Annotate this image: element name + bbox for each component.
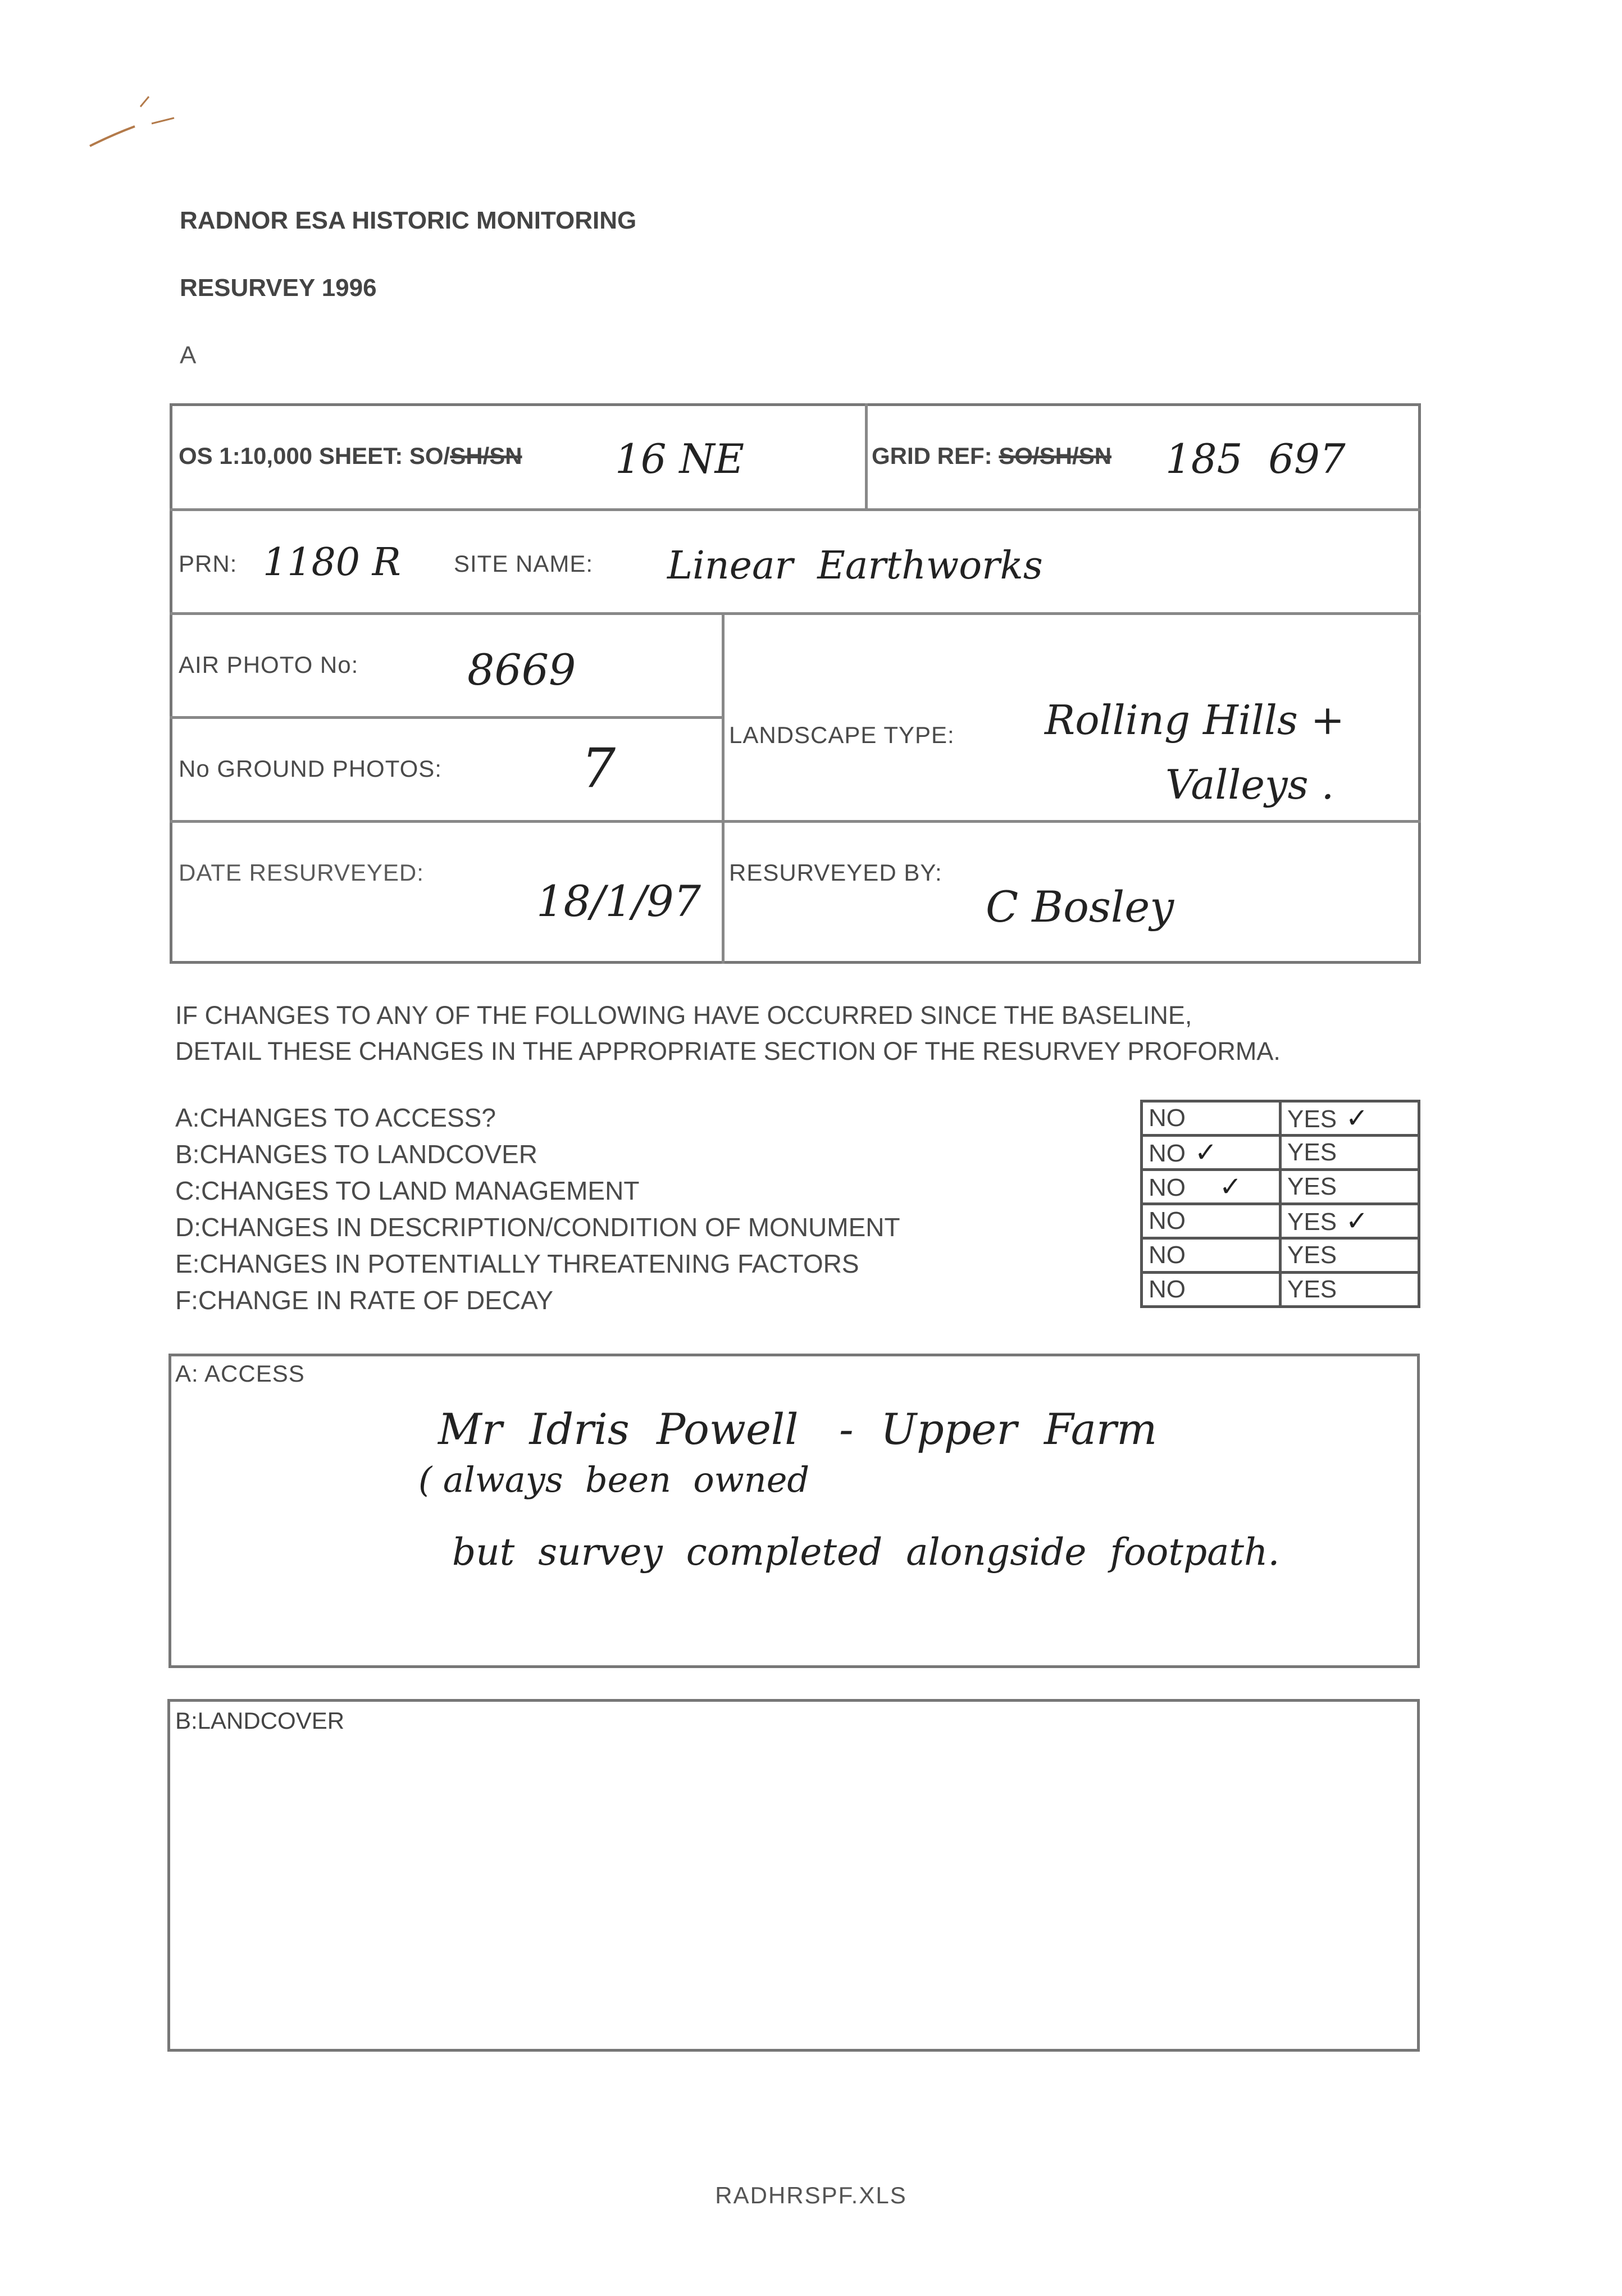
os-sheet-value: 16 NE [615, 435, 745, 482]
yes-no-row-threatening-factors [1142, 1238, 1419, 1273]
yes-no-row-landcover [1142, 1136, 1419, 1170]
no-checkbox-monument-condition[interactable]: NO [1142, 1204, 1281, 1238]
question-landcover: B:CHANGES TO LANDCOVER [175, 1140, 538, 1169]
access-section [168, 1354, 1420, 1668]
air-photo-label: AIR PHOTO No: [179, 652, 359, 678]
no-checkbox-access[interactable]: NO [1142, 1101, 1281, 1136]
question-land-management: C:CHANGES TO LAND MANAGEMENT [175, 1176, 640, 1205]
instructions-line-1: IF CHANGES TO ANY OF THE FOLLOWING HAVE OCCURRED SINCE THE BASELINE, [175, 1001, 1192, 1029]
change-questions [175, 1100, 900, 1319]
question-access: A:CHANGES TO ACCESS? [175, 1103, 496, 1132]
yes-no-table [1140, 1100, 1420, 1308]
landscape-type-value-line2: Valleys . [1165, 761, 1334, 808]
prn-label: PRN: [179, 550, 238, 577]
grid-ref-label: GRID REF: SO/SH/SN [872, 443, 1112, 469]
ground-photos-label: No GROUND PHOTOS: [179, 755, 442, 782]
tick-mark-icon: ✓ [1346, 1205, 1369, 1237]
os-sheet-label: OS 1:10,000 SHEET: SO/SH/SN [179, 443, 522, 469]
yes-checkbox-access[interactable]: YES ✓ [1281, 1101, 1419, 1136]
yes-checkbox-land-management[interactable]: YES [1281, 1170, 1419, 1204]
date-resurveyed-value: 18/1/97 [536, 876, 701, 926]
yes-checkbox-threatening-factors[interactable]: YES [1281, 1238, 1419, 1273]
tick-mark-icon: ✓ [1219, 1171, 1242, 1202]
footer-filename: RADHRSPF.XLS [715, 2182, 907, 2208]
landcover-section-label: B:LANDCOVER [175, 1707, 345, 1734]
resurveyed-by-value: C Bosley [986, 882, 1174, 932]
resurveyed-by-label: RESURVEYED BY: [729, 859, 942, 886]
yes-no-row-access [1142, 1101, 1419, 1136]
yes-checkbox-rate-of-decay[interactable]: YES [1281, 1273, 1419, 1307]
ground-photos-value: 7 [581, 737, 616, 800]
no-checkbox-threatening-factors[interactable]: NO [1142, 1238, 1281, 1273]
yes-checkbox-monument-condition[interactable]: YES ✓ [1281, 1204, 1419, 1238]
yes-no-row-monument-condition [1142, 1204, 1419, 1238]
yes-no-row-rate-of-decay [1142, 1273, 1419, 1307]
yes-checkbox-landcover[interactable]: YES [1281, 1136, 1419, 1170]
date-resurveyed-label: DATE RESURVEYED: [179, 859, 424, 886]
grid-ref-value: 185 697 [1165, 435, 1346, 482]
question-monument-condition: D:CHANGES IN DESCRIPTION/CONDITION OF MONUMENT [175, 1213, 900, 1242]
tick-mark-icon: ✓ [1346, 1103, 1369, 1134]
air-photo-value: 8669 [467, 645, 576, 695]
yes-no-row-land-management [1142, 1170, 1419, 1204]
landscape-type-label: LANDSCAPE TYPE: [729, 722, 955, 748]
question-rate-of-decay: F:CHANGE IN RATE OF DECAY [175, 1286, 554, 1315]
document-title: RADNOR ESA HISTORIC MONITORING [180, 207, 637, 234]
section-letter: A [180, 341, 197, 369]
site-name-value: Linear Earthworks [667, 544, 1043, 588]
document-subtitle: RESURVEY 1996 [180, 274, 377, 302]
instructions [175, 997, 1281, 1069]
no-checkbox-land-management[interactable]: NO ✓ [1142, 1170, 1281, 1204]
access-note-line-3[interactable]: but survey completed alongside footpath. [452, 1530, 1280, 1574]
question-threatening-factors: E:CHANGES IN POTENTIALLY THREATENING FACTORS [175, 1249, 859, 1278]
tick-mark-icon: ✓ [1195, 1137, 1218, 1168]
landcover-section [167, 1699, 1420, 2052]
access-section-label: A: ACCESS [175, 1360, 305, 1387]
access-note-line-1[interactable]: Mr Idris Powell - Upper Farm [438, 1404, 1158, 1454]
corner-scribble [79, 84, 191, 163]
landscape-type-value-line1: Rolling Hills + [1045, 696, 1345, 744]
no-checkbox-rate-of-decay[interactable]: NO [1142, 1273, 1281, 1307]
prn-value: 1180 R [263, 540, 401, 585]
instructions-line-2: DETAIL THESE CHANGES IN THE APPROPRIATE SECTION OF THE RESURVEY PROFORMA. [175, 1037, 1281, 1065]
access-note-line-2[interactable]: ( always been owned [418, 1459, 810, 1500]
no-checkbox-landcover[interactable]: NO ✓ [1142, 1136, 1281, 1170]
site-name-label: SITE NAME: [454, 550, 594, 577]
